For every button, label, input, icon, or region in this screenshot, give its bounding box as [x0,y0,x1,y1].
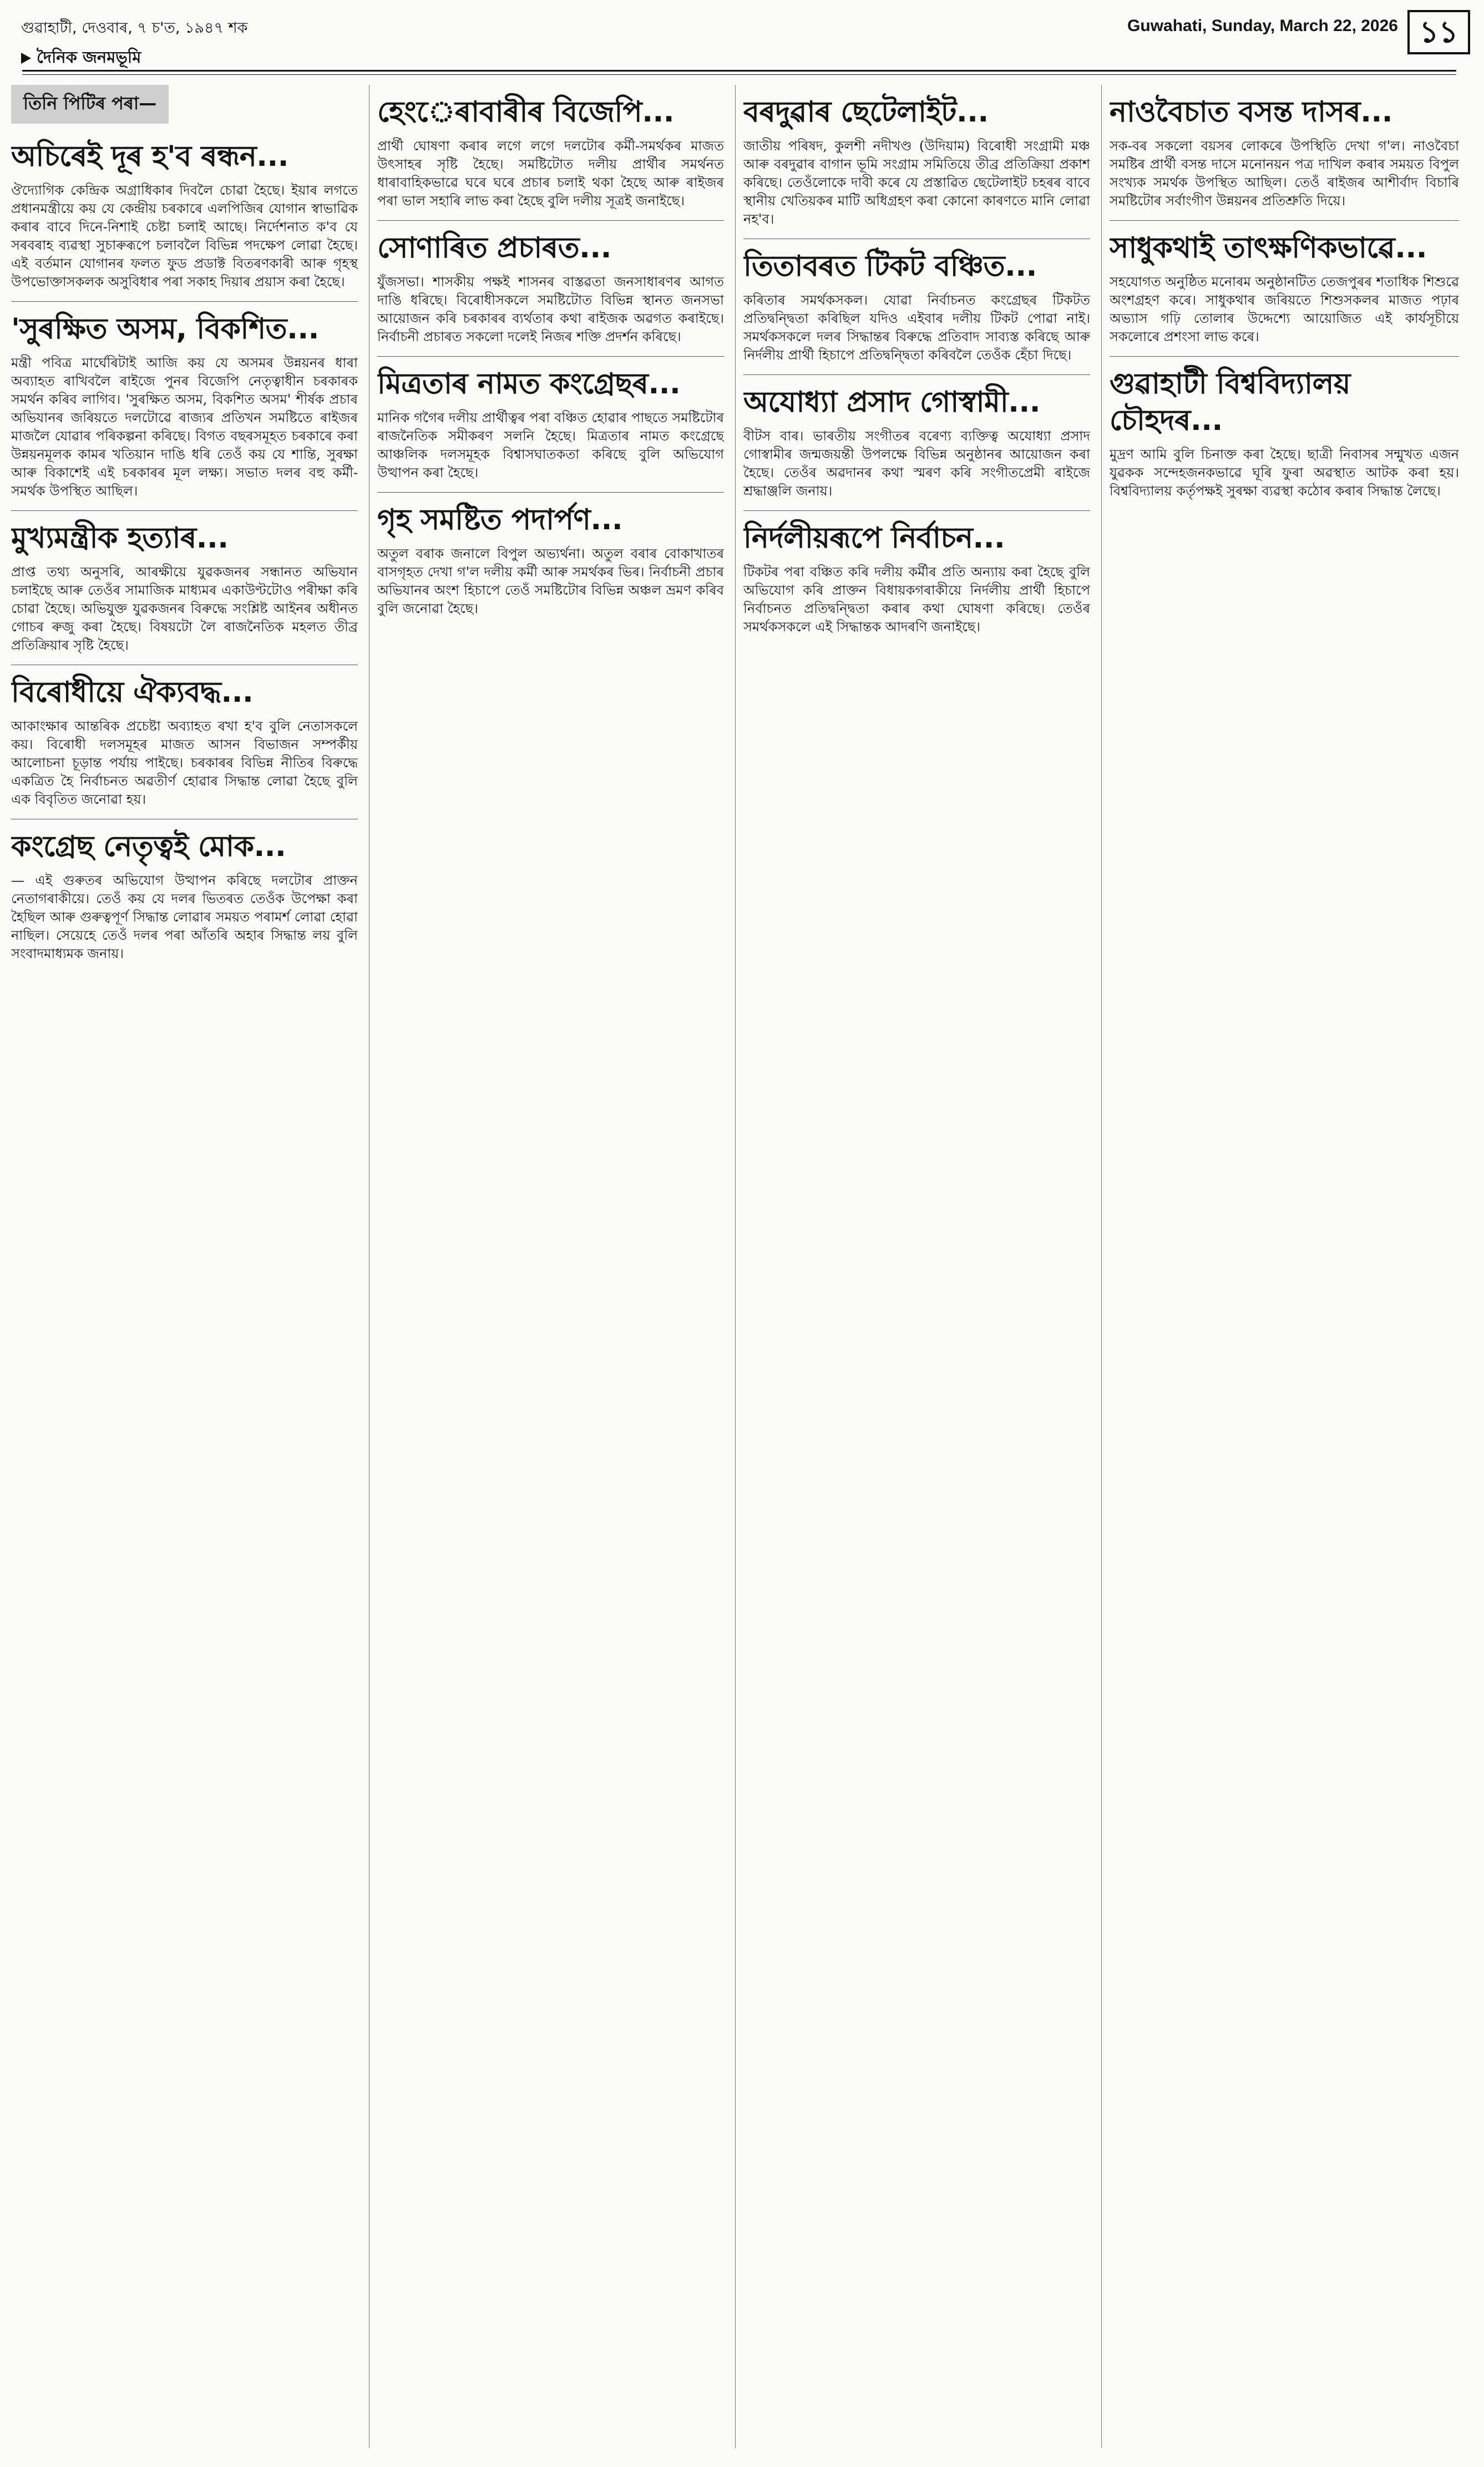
article-divider [743,374,1090,375]
article-headline: মিত্ৰতাৰ নামত কংগ্ৰেছৰ... [377,367,681,401]
column-divider [1101,85,1102,2448]
article-surakshit-asom [11,311,358,500]
article-satellite-city [743,94,1090,229]
article-body: অতুল বৰাক জনালে বিপুল অভ্যৰ্থনা। অতুল বৰাৰ বোকাখাতৰ বাসগৃহত দেখা গ'ল দলীয় কৰ্মী আৰু সমৰ্থকৰ ভিৰ। নিৰ্বাচনী প্ৰচাৰ অভিযানৰ অংশ হিচাপে তেওঁ সমষ্টিটোৰ বিভিন্ন অঞ্চল ভ্ৰমণ কৰিব বুলি জনোৱা হৈছে। [377,546,724,616]
article-cm-threat [11,520,358,655]
header-rule-thin [22,74,1456,75]
article-body: প্ৰাপ্ত তথ্য অনুসৰি, আৰক্ষীয়ে যুৱকজনৰ সন্ধানত অভিযান চলাইছে আৰু তেওঁৰ সামাজিক মাধ্যমৰ একাউণ্টটোও পৰীক্ষা কৰি চোৱা হৈছে। অভিযুক্ত যুৱকজনৰ বিৰুদ্ধে সংশ্লিষ্ট আইনৰ অধীনত গোচৰ ৰুজু কৰা হৈছে। বিষয়টো লৈ ৰাজনৈতিক মহলত তীব্ৰ প্ৰতিক্ৰিয়াৰ সৃষ্টি হৈছে। [11,564,358,653]
article-headline: 'সুৰক্ষিত অসম, বিকশিত... [11,312,319,346]
article-body: যুঁজসভা। শাসকীয় পক্ষই শাসনৰ বাস্তৱতা জনসাধাৰণৰ আগত দাঙি ধৰিছে। বিৰোধীসকলে সমষ্টিটোত বিভিন্ন স্থানত জনসভা আয়োজন কৰি চৰকাৰৰ ব্যৰ্থতাৰ কথা ৰাইজক অৱগত কৰাইছে। নিৰ্বাচনী প্ৰচাৰত সকলো দলেই নিজৰ শক্তি প্ৰদৰ্শন কৰিছে। [377,274,724,345]
column-2 [377,85,724,2448]
article-body: — এই গুৰুতৰ অভিযোগ উত্থাপন কৰিছে দলটোৰ প্ৰাক্তন নেতাগৰাকীয়ে। তেওঁ কয় যে দলৰ ভিতৰত তেওঁক উপেক্ষা কৰা হৈছিল আৰু গুৰুত্বপূৰ্ণ সিদ্ধান্ত লোৱাৰ সময়ত পৰামৰ্শ লোৱা হোৱা নাছিল। সেয়েহে তেওঁ দলৰ পৰা আঁতৰি অহাৰ সিদ্ধান্ত লয় বুলি সংবাদমাধ্যমক জনায়। [11,873,358,961]
page-header [11,10,1470,77]
article-body: মন্ত্ৰী পবিত্ৰ মাৰ্ঘেৰিটাই আজি কয় যে অসমৰ উন্নয়নৰ ধাৰা অব্যাহত ৰাখিবলৈ ৰাইজে পুনৰ বিজেপি নেতৃত্বাধীন চৰকাৰক সমৰ্থন কৰিব লাগিব। 'সুৰক্ষিত অসম, বিকশিত অসম' শীৰ্ষক প্ৰচাৰ অভিযানৰ জৰিয়তে দলটোৱে ৰাজ্যৰ প্ৰতিখন সমষ্টিতে ৰাইজৰ মাজলৈ যোৱাৰ পৰিকল্পনা কৰিছে। বিগত বছৰসমূহত চৰকাৰে কৰা উন্নয়নমূলক কামৰ খতিয়ান দাঙি ধৰি তেওঁ কয় যে শান্তি, সুৰক্ষা আৰু বিকাশেই এই চৰকাৰৰ মূল লক্ষ্য। সভাত দলৰ বহু কৰ্মী-সমৰ্থক উপস্থিত আছিল। [11,355,358,499]
article-headline: নিৰ্দলীয়ৰূপে নিৰ্বাচন... [743,521,1005,555]
article-headline: অযোধ্যা প্ৰসাদ গোস্বামী... [743,386,1041,419]
article-headline: নাওবৈচাত বসন্ত দাসৰ... [1110,95,1392,129]
article-congress-leadership [11,828,358,963]
article-divider [1110,356,1459,357]
article-divider [377,492,724,493]
article-body: টিকটৰ পৰা বঞ্চিত কৰি দলীয় কৰ্মীৰ প্ৰতি অন্যায় কৰা হৈছে বুলি অভিযোগ কৰি প্ৰাক্তন বিধায়কগৰাকীয়ে নিৰ্দলীয় প্ৰাৰ্থী হিচাপে নিৰ্বাচনত প্ৰতিদ্বন্দ্বিতা কৰাৰ কথা ঘোষণা কৰিছে। তেওঁৰ সমৰ্থকসকলে এই সিদ্ধান্তক আদৰণি জনাইছে। [743,564,1090,635]
article-headline: গুৱাহাটী বিশ্ববিদ্যালয় চৌহদৰ... [1110,367,1351,437]
date-bengali: গুৱাহাটী, দেওবাৰ, ৭ চ'ত, ১৯৪৭ শক [21,19,248,37]
article-headline: কংগ্ৰেছ নেতৃত্বই মোক... [11,830,286,863]
article-headline: হেংেৰাবাৰীৰ বিজেপি... [377,95,674,129]
page-number: ১১ [1407,10,1470,54]
article-body: ঔদ্যোগিক কেন্দ্রিক অগ্রাধিকাৰ দিবলৈ চোৱা হৈছে। ইয়াৰ লগতে প্রধানমন্ত্রীয়ে কয় যে কেন্দ্ৰীয় চৰকাৰে এলপিজিৰ যোগান স্বাভাৱিক কৰাৰ বাবে দিনে-নিশাই চেষ্টা চলাই আছে। নির্দেশনাত ক'ব যে সৰবৰাহ ব্যৱস্থা সুচাৰুৰূপে চলাবলৈ বিভিন্ন পদক্ষেপ লোৱা হৈছে। এই বৰ্তমান যোগানৰ ফলত ফুড প্ৰডাক্ট বিতৰণকাৰী আৰু গৃহস্থ উপভোক্তাসকলক অসুবিধাৰ পৰা সকাহ দিয়াৰ প্রয়াস কৰা হৈছে। [11,183,358,290]
article-body: সহযোগত অনুষ্ঠিত মনোৰম অনুষ্ঠানটিত তেজপুৰৰ শতাধিক শিশুৱে অংশগ্ৰহণ কৰে। সাধুকথাৰ জৰিয়তে শিশুসকলৰ মাজত পঢ়াৰ অভ্যাস গঢ়ি তোলাৰ উদ্দেশ্যে আয়োজিত এই কাৰ্যসূচীয়ে সকলোৰে প্ৰশংসা লাভ কৰে। [1110,274,1459,345]
article-sonari-campaign [377,230,724,346]
article-sadhukatha [1110,230,1459,346]
date-english: Guwahati, Sunday, March 22, 2026 [1127,17,1398,35]
header-rule [22,70,1456,72]
column-3 [743,85,1090,2448]
article-opposition-unity [11,674,358,809]
article-headline: তিতাবৰত টিকট বঞ্চিত... [743,250,1037,283]
article-headline: গৃহ সমষ্টিত পদাৰ্পণ... [377,503,623,536]
article-body: জাতীয় পৰিষদ, কুলশী নদীখণ্ড (উদিয়াম) বিৰোধী সংগ্ৰামী মঞ্চ আৰু বৰদুৱাৰ বাগান ভূমি সংগ্ৰাম সমিতিয়ে তীব্ৰ প্ৰতিক্ৰিয়া প্ৰকাশ কৰিছে। তেওঁলোকে দাবী কৰে যে প্ৰস্তাৱিত ছেটেলাইট চহৰৰ বাবে স্থানীয় খেতিয়কৰ মাটি অধিগ্ৰহণ কৰা কোনো কাৰণতে মানি লোৱা নহ'ব। [743,138,1090,227]
article-headline: অচিৰেই দূৰ হ'ব ৰন্ধন... [11,140,289,173]
article-divider [377,220,724,221]
article-body: প্ৰাৰ্থী ঘোষণা কৰাৰ লগে লগে দলটোৰ কৰ্মী-সমৰ্থকৰ মাজত উৎসাহৰ সৃষ্টি হৈছে। সমষ্টিটোত দলীয় প্ৰাৰ্থীৰ সমৰ্থনত ধাৰাবাহিকভাৱে ঘৰে ঘৰে প্ৰচাৰ চলাই থকা হৈছে আৰু ৰাইজৰ পৰা ভাল সহাৰি লাভ কৰা হৈছে বুলি দলীয় সূত্ৰই জনাইছে। [377,138,724,209]
column-4 [1110,85,1459,2448]
article-naoboicha [1110,94,1459,210]
article-ayodhya-goswami [743,384,1090,500]
article-headline: সোণাৰিত প্ৰচাৰত... [377,231,611,265]
newspaper-name: দৈনিক জনমভূমি [21,45,141,72]
article-divider [743,510,1090,511]
article-headline: সাধুকথাই তাৎক্ষণিকভাৱে... [1110,231,1427,265]
article-congress-alliance [377,366,724,482]
article-body: আকাংক্ষাৰ আন্তৰিক প্ৰচেষ্টা অব্যাহত ৰখা হ'ব বুলি নেতাসকলে কয়। বিৰোধী দলসমূহৰ মাজত আসন বিভাজন সম্পৰ্কীয় আলোচনা চূড়ান্ত পৰ্যায় পাইছে। চৰকাৰৰ বিভিন্ন নীতিৰ বিৰুদ্ধে একত্ৰিত হৈ নিৰ্বাচনত অৱতীৰ্ণ হোৱাৰ সিদ্ধান্ত লোৱা হৈছে বুলি এক বিবৃতিত জনোৱা হয়। [11,718,358,807]
article-divider [377,356,724,357]
article-titabar-ticket [743,248,1090,364]
article-headline: বৰদুৱাৰ ছেটেলাইট... [743,95,989,129]
article-body: মানিক গগৈৰ দলীয় প্ৰাৰ্থীত্বৰ পৰা বঞ্চিত হোৱাৰ পাছতে সমষ্টিটোৰ ৰাজনৈতিক সমীকৰণ সলনি হৈছে। মিত্ৰতাৰ নামত কংগ্ৰেছে আঞ্চলিক দলসমূহক বিশ্বাসঘাতকতা কৰিছে বুলি অভিযোগ উত্থাপন কৰা হৈছে। [377,410,724,480]
article-home-constituency [377,501,724,618]
section-tag: তিনি পিটিৰ পৰা— [11,85,169,124]
article-body: বীটস বাৰ। ভাৰতীয় সংগীতৰ বৰেণ্য ব্যক্তিত্ব অযোধ্যা প্ৰসাদ গোস্বামীৰ জন্মজয়ন্তী উপলক্ষে বিভিন্ন অনুষ্ঠানৰ আয়োজন কৰা হৈছে। তেওঁৰ অৱদানৰ কথা স্মৰণ কৰি সংগীতপ্ৰেমী ৰাইজে শ্ৰদ্ধাঞ্জলি জনায়। [743,428,1090,499]
article-body: মুদ্ৰণ আমি বুলি চিনাক্ত কৰা হৈছে। ছাত্ৰী নিবাসৰ সন্মুখত এজন যুৱকক সন্দেহজনকভাৱে ঘূৰি ফুৰা অৱস্থাত আটক কৰা হয়। বিশ্ববিদ্যালয় কৰ্তৃপক্ষই সুৰক্ষা ব্যৱস্থা কঠোৰ কৰাৰ সিদ্ধান্ত লৈছে। [1110,447,1459,499]
column-1 [11,85,358,2448]
article-divider [1110,220,1459,221]
article-gauhati-university [1110,366,1459,500]
article-bjp [377,94,724,210]
article-divider [11,301,358,302]
article-rannan [11,138,358,291]
column-divider [735,85,736,2448]
article-body: কৰিতাৰ সমৰ্থকসকল। যোৱা নিৰ্বাচনত কংগ্ৰেছৰ টিকটত প্ৰতিদ্বন্দ্বিতা কৰিছিল যদিও এইবাৰ দলীয় টিকট পোৱা নাই। সমৰ্থকসকলে দলৰ সিদ্ধান্তৰ বিৰুদ্ধে প্ৰতিবাদ সাব্যস্ত কৰিছে আৰু নিৰ্দলীয় প্ৰাৰ্থী হিচাপে প্ৰতিদ্বন্দ্বিতা কৰিবলৈ তেওঁক হেঁচা দিছে। [743,292,1090,363]
article-divider [11,510,358,511]
article-headline: মুখ্যমন্ত্ৰীক হত্যাৰ... [11,521,229,555]
article-body: সক-বৰ সকলো বয়সৰ লোকৰে উপস্থিতি দেখা গ'ল। নাওবৈচা সমষ্টিৰ প্ৰাৰ্থী বসন্ত দাসে মনোনয়ন পত্ৰ দাখিল কৰাৰ সময়ত বিপুল সংখ্যক সমৰ্থক উপস্থিত আছিল। তেওঁ ৰাইজৰ আশীৰ্বাদ বিচাৰি সমষ্টিটোৰ সৰ্বাংগীণ উন্নয়নৰ প্ৰতিশ্ৰুতি দিয়ে। [1110,138,1459,209]
article-independent-candidate [743,520,1090,636]
article-headline: বিৰোধীয়ে ঐক্যবদ্ধ... [11,676,254,709]
